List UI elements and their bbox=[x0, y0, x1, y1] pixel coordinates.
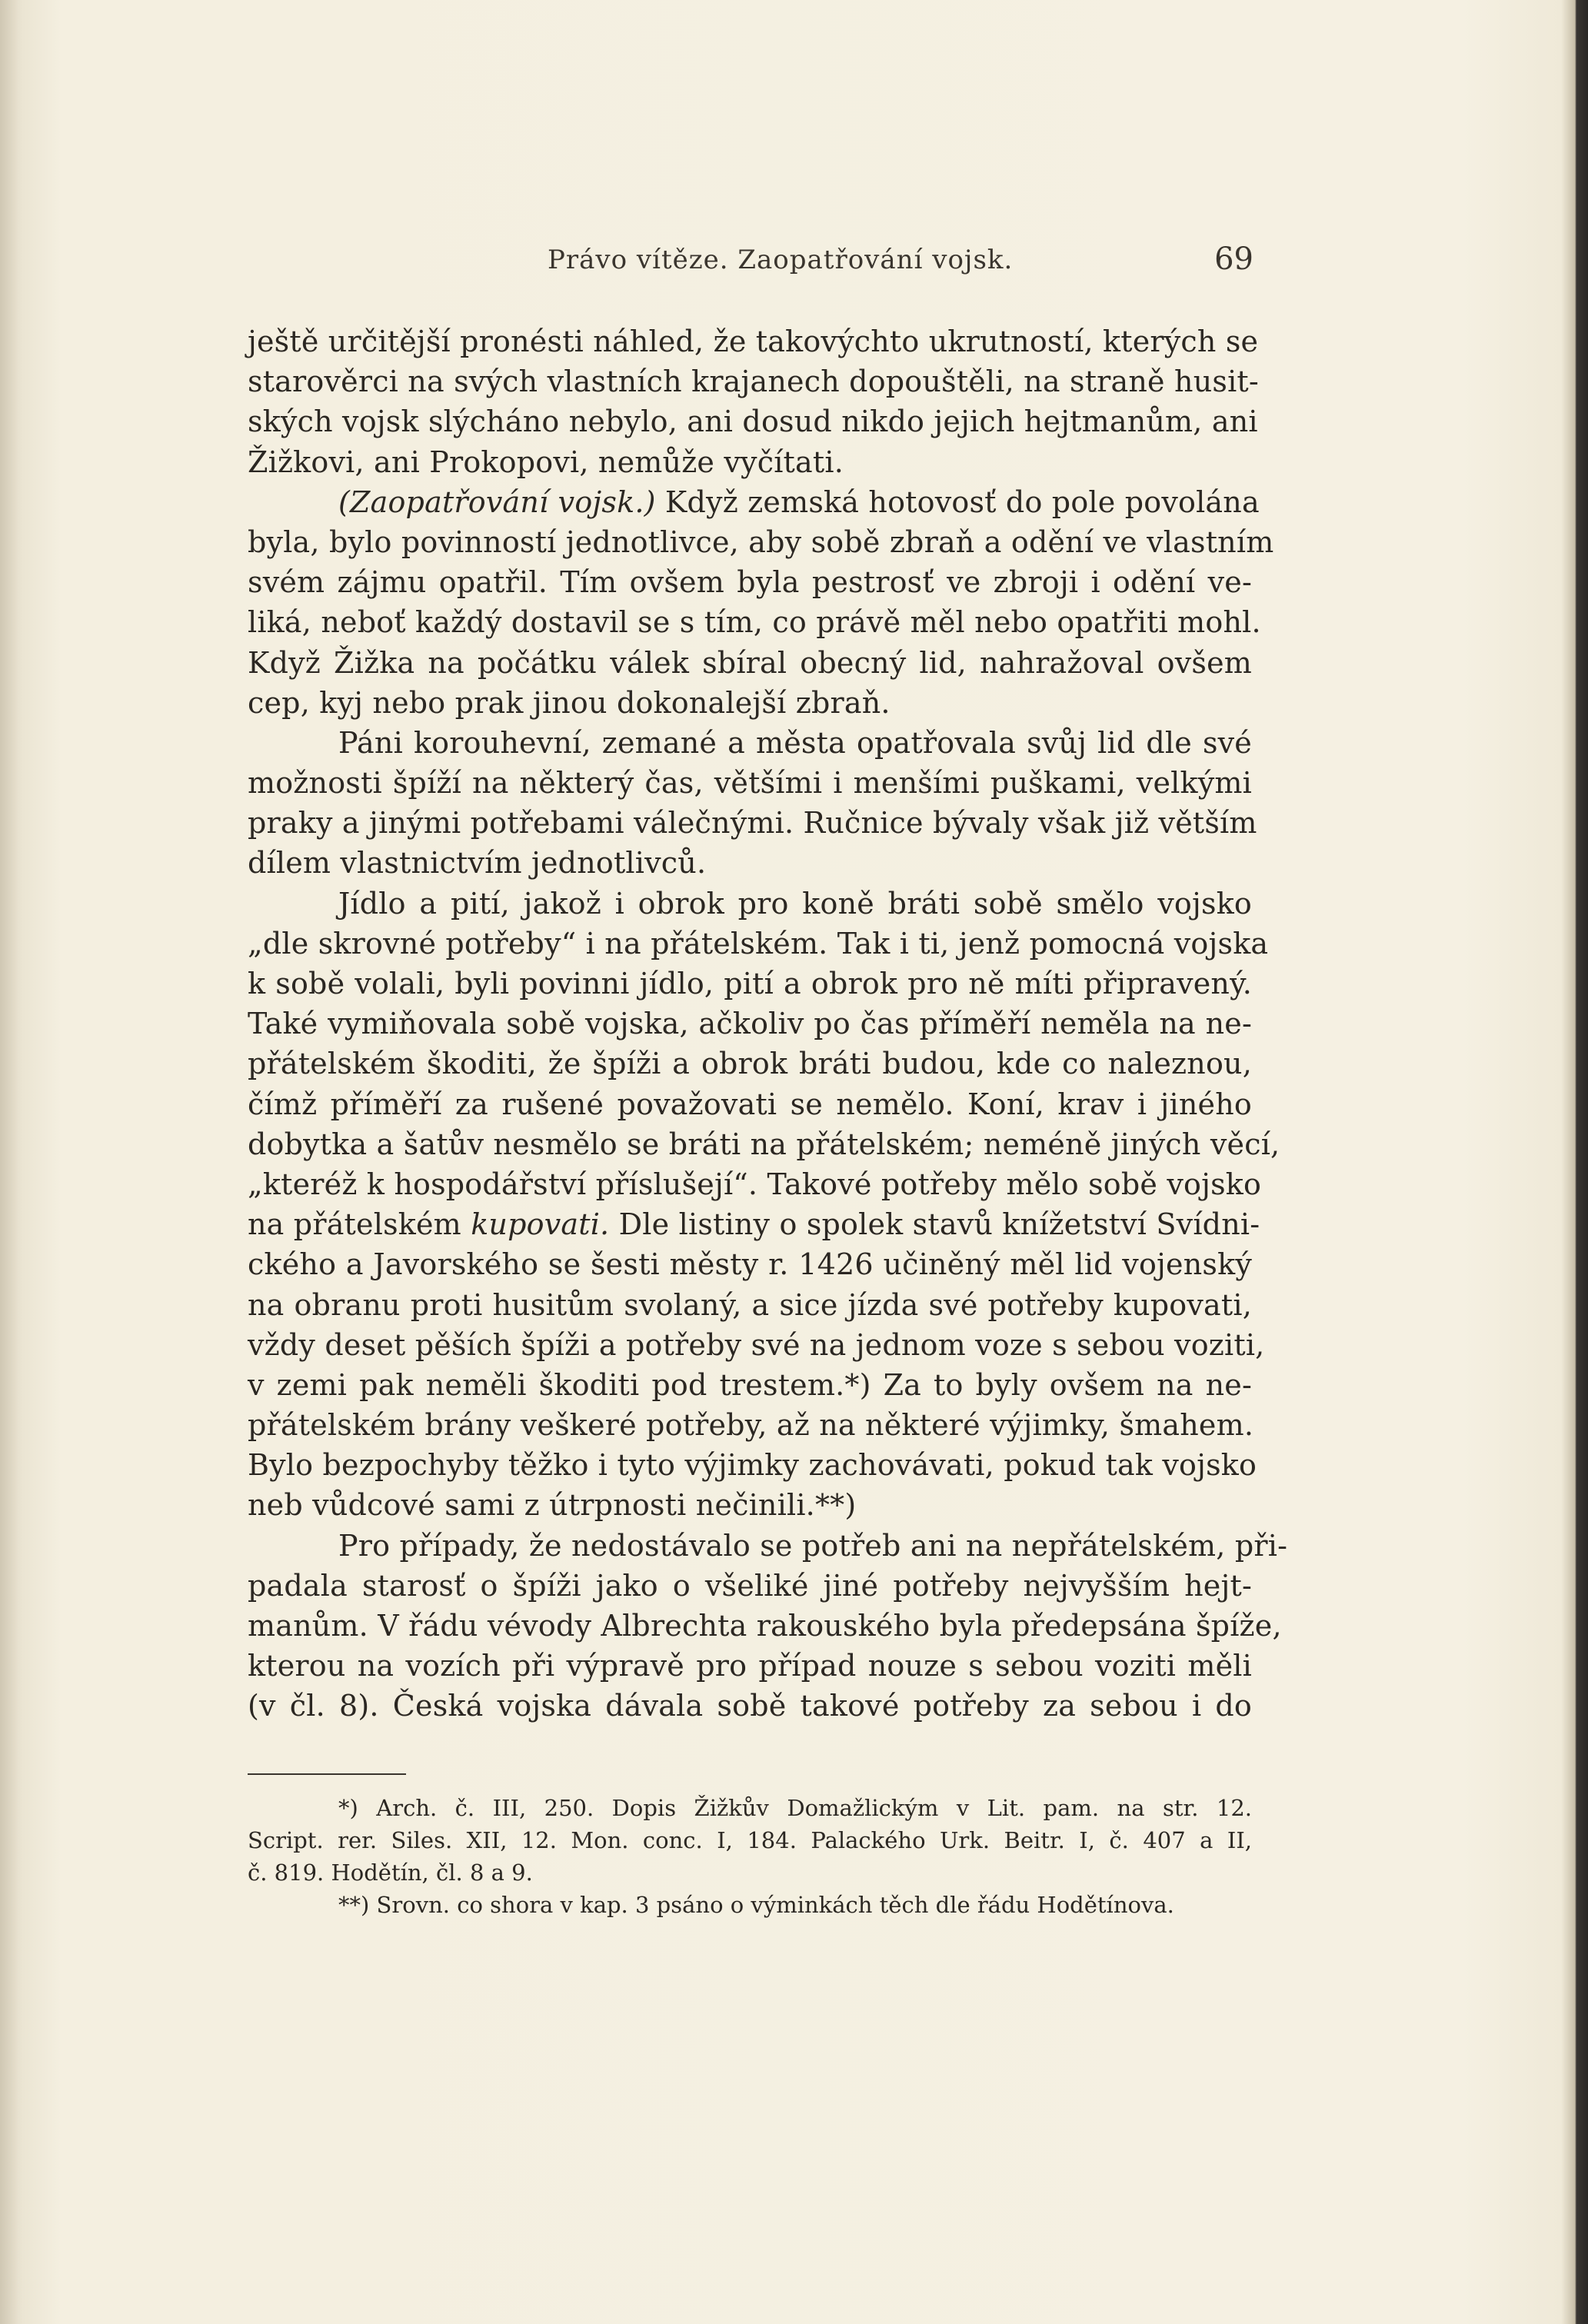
text-line: praky a jinými potřebami válečnými. Ručnice bývaly však již větším bbox=[248, 806, 1257, 841]
section-heading: (Zaopatřování vojsk.) bbox=[338, 484, 656, 519]
text-fragment: Když zemská hotovosť do pole povolána bbox=[655, 484, 1260, 519]
text-line: ještě určitější pronésti náhled, že takovýchto ukrutností, kterých se bbox=[248, 325, 1259, 358]
footnote-line: č. 819. Hodětín, čl. 8 a 9. bbox=[248, 1860, 533, 1886]
text-line: liká, neboť každý dostavil se s tím, co právě měl nebo opatřiti mohl. bbox=[248, 605, 1261, 640]
page-gutter bbox=[0, 0, 17, 2324]
text-line: čímž příměří za rušené považovati se nemělo. Koní, krav i jiného bbox=[248, 1087, 1252, 1121]
text-line: Když Žižka na počátku válek sbíral obecný lid, nahražoval ovšem bbox=[248, 645, 1252, 680]
text-line: vždy deset pěších špíži a potřeby své na jednom voze s sebou voziti, bbox=[248, 1327, 1265, 1362]
text-line: Také vymiňovala sobě vojska, ačkoliv po čas příměří neměla na ne- bbox=[248, 1007, 1252, 1041]
text-line: manům. V řádu vévody Albrechta rakouského byla předepsána špíže, bbox=[248, 1609, 1282, 1643]
text-line: (v čl. 8). Česká vojska dávala sobě takové potřeby za sebou i do bbox=[248, 1689, 1252, 1723]
text-line: přátelském škoditi, že špíži a obrok bráti budou, kde co naleznou, bbox=[248, 1047, 1252, 1081]
text-line-with-emphasis bbox=[248, 1204, 1260, 1244]
section-heading-line bbox=[248, 482, 1260, 522]
body-text bbox=[248, 321, 1288, 1726]
text-line: dobytka a šatův nesmělo se bráti na přátelském; neméně jiných věcí, bbox=[248, 1127, 1280, 1161]
text-line: „dle skrovné potřeby“ i na přátelském. Tak i ti, jenž pomocná vojska bbox=[248, 926, 1269, 961]
text-line: neb vůdcové sami z útrpnosti nečinili.**) bbox=[248, 1488, 857, 1523]
text-line: přátelském brány veškeré potřeby, až na některé výjimky, šmahem. bbox=[248, 1408, 1254, 1443]
text-line: na obranu proti husitům svolaný, a sice jízda své potřeby kupovati, bbox=[248, 1287, 1252, 1322]
footnote-line: *) Arch. č. III, 250. Dopis Žižkův Domažlickým v Lit. pam. na str. 12. bbox=[338, 1795, 1252, 1821]
footnote-line: **) Srovn. co shora v kap. 3 psáno o výminkách těch dle řádu Hodětínova. bbox=[338, 1892, 1174, 1918]
text-line: kterou na vozích při výpravě pro případ nouze s sebou voziti měli bbox=[248, 1649, 1252, 1683]
text-line: možnosti špíží na některý čas, většími i menšími puškami, velkými bbox=[248, 766, 1252, 801]
running-header bbox=[246, 241, 1253, 283]
text-line: Žižkovi, ani Prokopovi, nemůže vyčítati. bbox=[248, 444, 844, 479]
text-line: cep, kyj nebo prak jinou dokonalejší zbraň. bbox=[248, 685, 891, 720]
text-line: Bylo bezpochyby těžko i tyto výjimky zachovávati, pokud tak vojsko bbox=[248, 1448, 1257, 1483]
text-line: ských vojsk slýcháno nebylo, ani dosud nikdo jejich hejtmanům, ani bbox=[248, 405, 1258, 439]
text-line: byla, bylo povinností jednotlivce, aby sobě zbraň a odění ve vlastním bbox=[248, 524, 1274, 559]
text-line: „kteréž k hospodářství příslušejí“. Takové potřeby mělo sobě vojsko bbox=[248, 1167, 1262, 1201]
text-line: Jídlo a pití, jakož i obrok pro koně bráti sobě smělo vojsko bbox=[338, 886, 1252, 921]
text-line: dílem vlastnictvím jednotlivců. bbox=[248, 846, 707, 881]
footnote-separator bbox=[248, 1773, 406, 1775]
footnote-line: Script. rer. Siles. XII, 12. Mon. conc. I, 184. Palackého Urk. Beitr. I, č. 407 a II, bbox=[248, 1827, 1252, 1853]
emphasized-word: kupovati. bbox=[471, 1207, 610, 1242]
page-number: 69 bbox=[1214, 241, 1253, 277]
running-title: Právo vítěze. Zaopatřování vojsk. bbox=[548, 245, 1014, 275]
text-line: ckého a Javorského se šesti městy r. 1426 učiněný měl lid vojenský bbox=[248, 1247, 1252, 1282]
text-line: Pro případy, že nedostávalo se potřeb ani na nepřátelském, při- bbox=[338, 1528, 1288, 1563]
text-line: starověrci na svých vlastních krajanech dopouštěli, na straně husit- bbox=[248, 365, 1259, 399]
text-line: v zemi pak neměli škoditi pod trestem.*) Za to byly ovšem na ne- bbox=[248, 1367, 1252, 1402]
text-line: k sobě volali, byli povinni jídlo, pití a obrok pro ně míti připravený. bbox=[248, 967, 1252, 1001]
footnotes bbox=[248, 1792, 1252, 1921]
text-line: svém zájmu opatřil. Tím ovšem byla pestrosť ve zbroji i odění ve- bbox=[248, 565, 1252, 600]
text-fragment: Dle listiny o spolek stavů knížetství Svídni- bbox=[609, 1207, 1260, 1242]
text-line: Páni korouhevní, zemané a města opatřovala svůj lid dle své bbox=[338, 725, 1252, 760]
text-line: padala starosť o špíži jako o všeliké jiné potřeby nejvyšším hejt- bbox=[248, 1568, 1252, 1603]
text-fragment: na přátelském bbox=[248, 1207, 471, 1242]
